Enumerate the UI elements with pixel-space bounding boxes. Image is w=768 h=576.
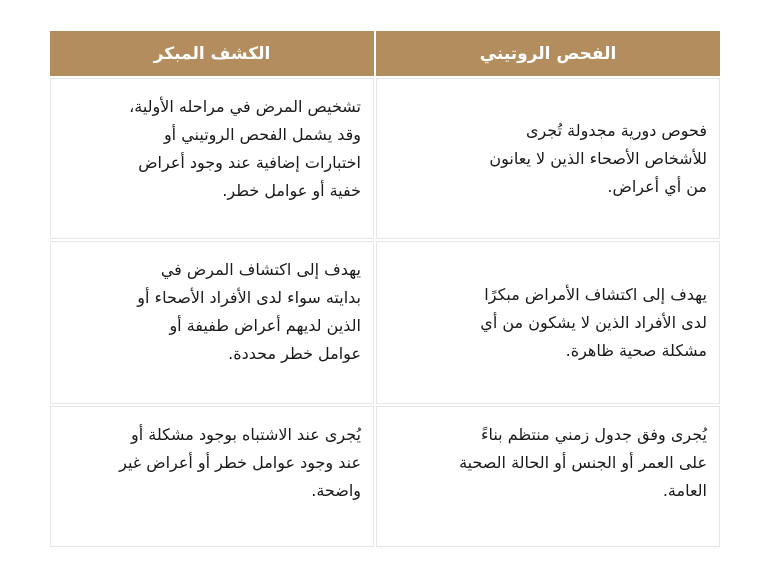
- row-1-early-detection-cell: [50, 78, 374, 239]
- cell-text-line: يُجرى عند الاشتباه بوجود مشكلة أو: [131, 425, 361, 444]
- cell-text-line: اختبارات إضافية عند وجود أعراض: [138, 153, 361, 172]
- cell-text-line: يُجرى وفق جدول زمني منتظم بناءً: [480, 425, 707, 444]
- row-3-early-detection-cell: [50, 406, 374, 547]
- cell-text-line: يهدف إلى اكتشاف المرض في: [160, 260, 361, 279]
- cell-text-line: عوامل خطر محددة.: [228, 344, 361, 363]
- row-2-routine-checkup-cell: [376, 241, 720, 404]
- cell-text-line: واضحة.: [311, 481, 361, 500]
- cell-text-line: للأشخاص الأصحاء الذين لا يعانون: [489, 148, 707, 168]
- comparison-table: [50, 31, 720, 547]
- row-3-routine-checkup-cell: [376, 406, 720, 547]
- header-early-detection-label: الكشف المبكر: [153, 43, 271, 64]
- cell-text-line: يهدف إلى اكتشاف الأمراض مبكرًا: [484, 284, 707, 304]
- cell-text-line: تشخيص المرض في مراحله الأولية،: [129, 97, 361, 116]
- cell-text-line: على العمر أو الجنس أو الحالة الصحية: [459, 453, 707, 472]
- cell-text-line: عند وجود عوامل خطر أو أعراض غير: [119, 453, 361, 472]
- row-1-routine-checkup-cell: [376, 78, 720, 239]
- header-early-detection: [50, 31, 374, 76]
- cell-text-line: الذين لديهم أعراض طفيفة أو: [169, 316, 361, 335]
- cell-text-line: لدى الأفراد الذين لا يشكون من أي: [480, 312, 707, 332]
- row-2-early-detection-cell: [50, 241, 374, 404]
- header-routine-checkup-label: الفحص الروتيني: [479, 43, 617, 64]
- header-routine-checkup: [376, 31, 720, 76]
- cell-text-line: خفية أو عوامل خطر.: [222, 181, 361, 200]
- cell-text-line: بدايته سواء لدى الأفراد الأصحاء أو: [137, 288, 361, 307]
- cell-text-line: وقد يشمل الفحص الروتيني أو: [163, 125, 361, 144]
- cell-text-line: فحوص دورية مجدولة تُجرى: [525, 120, 707, 140]
- cell-text-line: العامة.: [662, 481, 707, 500]
- cell-text-line: من أي أعراض.: [607, 176, 707, 196]
- cell-text-line: مشكلة صحية ظاهرة.: [565, 340, 707, 360]
